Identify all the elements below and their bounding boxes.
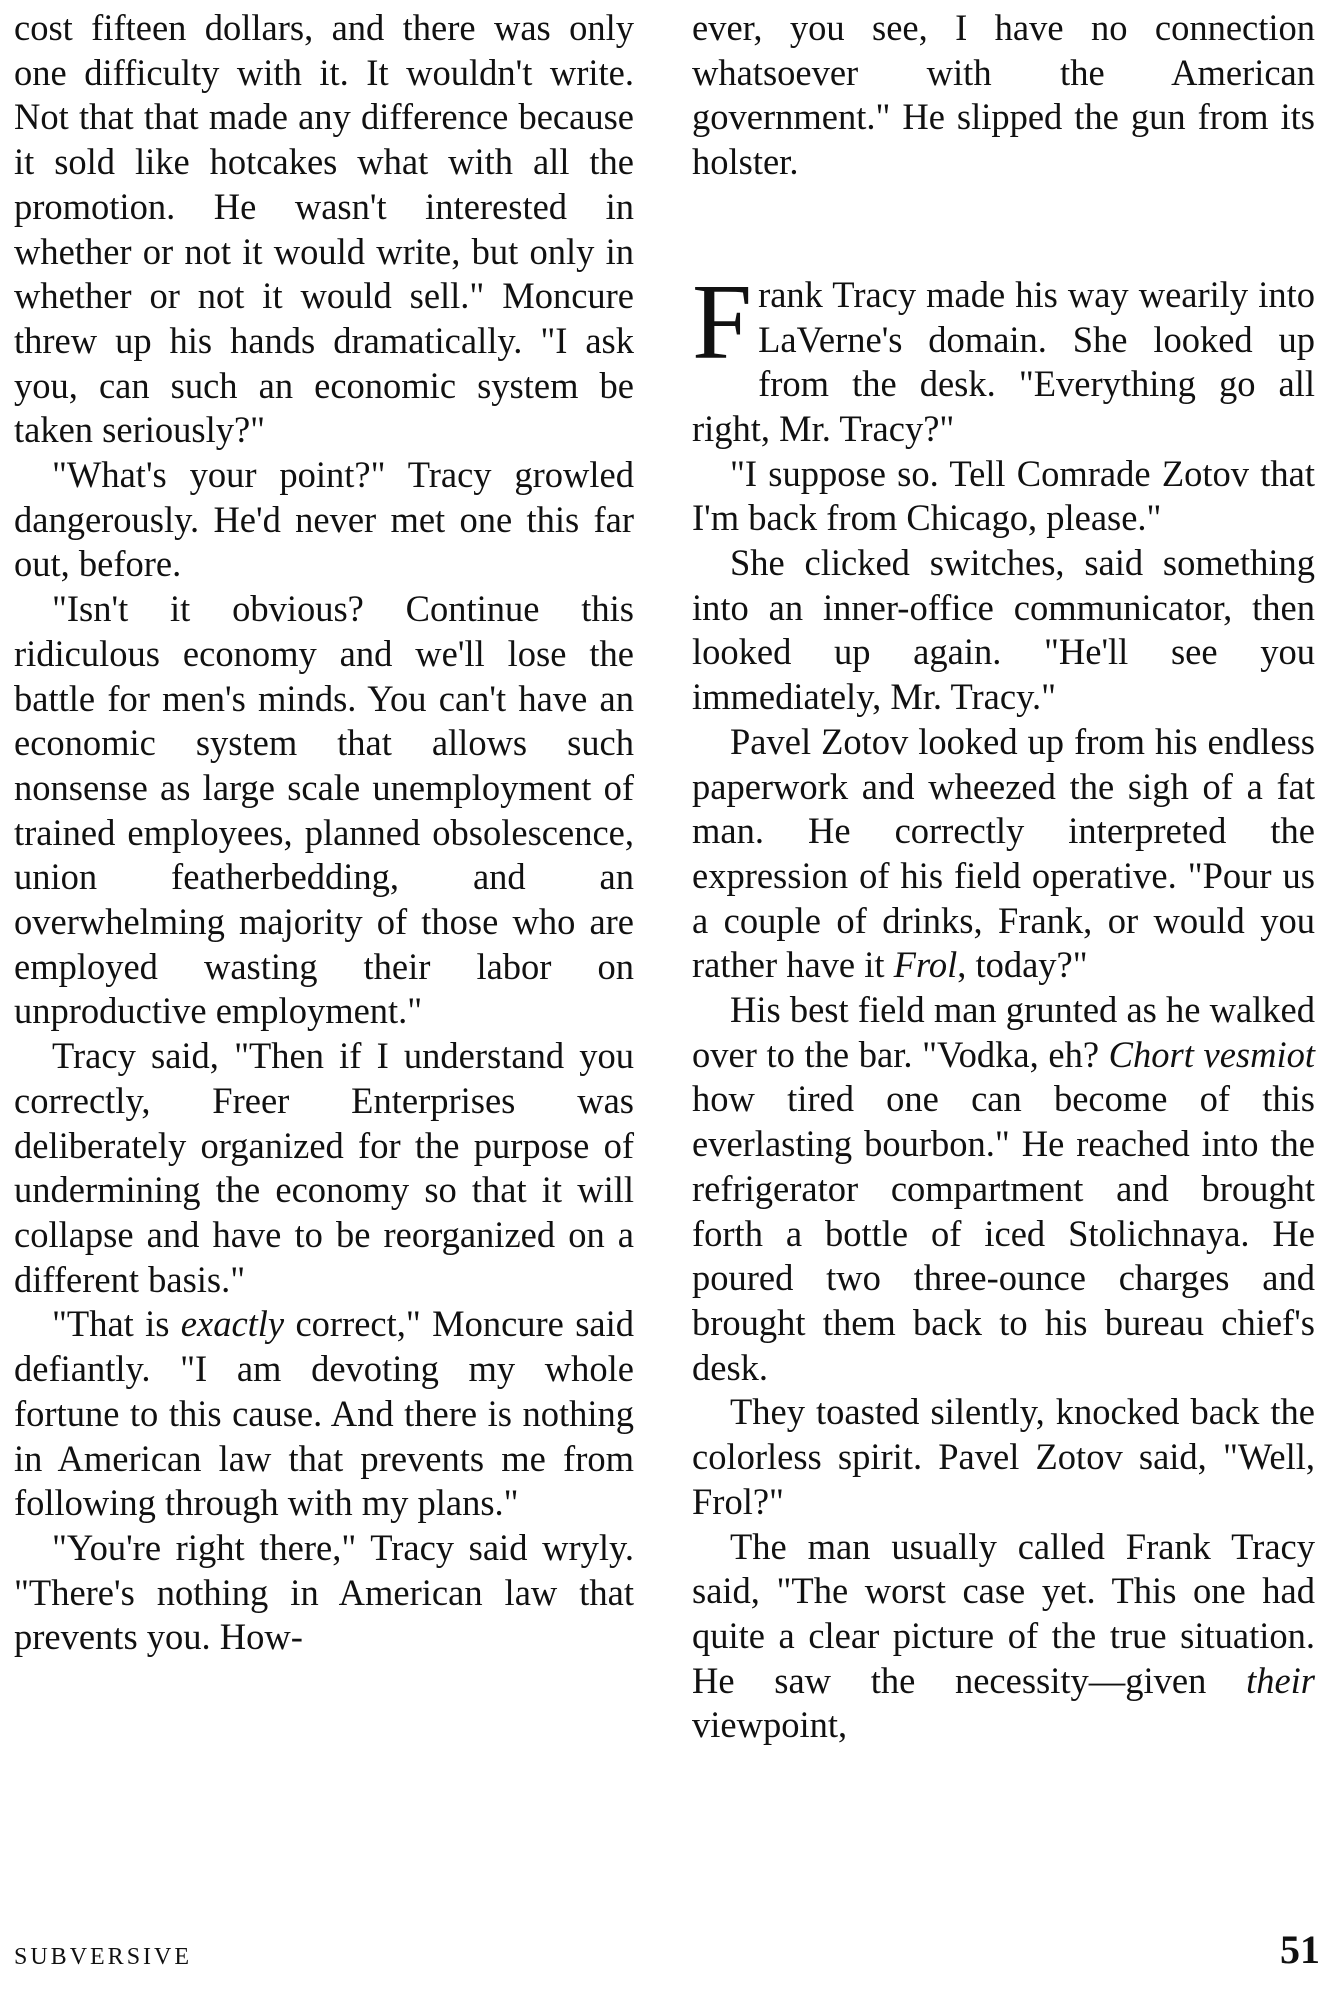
paragraph: ever, you see, I have no connection whatsoever with the American government." He slipped the gun from its holster. xyxy=(692,7,1315,183)
paragraph: "You're right there," Tracy said wryly. "There's nothing in American law that prevents you. How- xyxy=(14,1526,634,1658)
paragraph: "I suppose so. Tell Comrade Zotov that I'm back from Chicago, please." xyxy=(692,452,1315,539)
italic-text: Frol xyxy=(893,944,958,986)
paragraph xyxy=(692,720,1315,988)
paragraph: "Isn't it obvious? Continue this ridiculous economy and we'll lose the battle for men's minds. You can't have an economic system that allows such nonsense as large scale unemployment of trained employees, planned obsolescence, union featherbedding, and an overwhelming majority of those who are employed wasting their labor on unproductive employment." xyxy=(14,588,634,1032)
paragraph xyxy=(14,1302,634,1526)
italic-text: Chort vesmiot xyxy=(1108,1033,1315,1075)
paragraph: "What's your point?" Tracy growled dangerously. He'd never met one this far out, before. xyxy=(14,454,634,585)
paragraph: Tracy said, "Then if I understand you correctly, Freer Enterprises was deliberately organized for the purpose of undermining the economy so that it will collapse and have to be reorganized on a different basis." xyxy=(14,1035,634,1300)
italic-text: their xyxy=(1246,1659,1315,1701)
italic-text: exactly xyxy=(180,1303,285,1345)
section-break xyxy=(692,185,1315,273)
text-run: viewpoint, xyxy=(692,1704,848,1746)
text-run: His best field man grunted as he walked over to the bar. "Vodka, eh? xyxy=(692,989,1315,1075)
running-head: SUBVERSIVE xyxy=(14,1944,193,1970)
paragraph xyxy=(692,988,1315,1390)
text-run: how tired one can become of this everlasting bourbon." He reached into the refrigerator compartment and brought forth a bottle of iced Stolichnaya. He poured two three-ounce charges and brought them back to his bureau chief's desk. xyxy=(692,1078,1315,1388)
text-run: The man usually called Frank Tracy said, "The worst case yet. This one had quite a clear picture of the true situation. He saw the necessity—given xyxy=(692,1525,1315,1701)
paragraph: They toasted silently, knocked back the colorless spirit. Pavel Zotov said, "Well, Frol?" xyxy=(692,1391,1315,1522)
drop-cap: F xyxy=(692,262,753,382)
text-run: "That is xyxy=(52,1303,181,1345)
paragraph xyxy=(692,1525,1315,1749)
text-run: Pavel Zotov looked up from his endless paperwork and wheezed the sigh of a fat man. He correctly interpreted the expression of his field operative. "Pour us a couple of drinks, Frank, or would you rather have it xyxy=(692,720,1315,986)
paragraph xyxy=(692,262,1315,452)
paragraph: cost fifteen dollars, and there was only one difficulty with it. It wouldn't write. Not that that made any difference because it sold like hotcakes what with all the promotion. He wasn't interested in whether or not it would write, but only in whether or not it would sell." Moncure threw up his hands dramatically. "I ask you, can such an economic system be taken seriously?" xyxy=(14,7,634,451)
left-column xyxy=(14,6,634,1660)
paragraph: She clicked switches, said something into an inner-office communicator, then looked up again. "He'll see you immediately, Mr. Tracy." xyxy=(692,542,1315,718)
page-number: 51 xyxy=(1280,1927,1320,1972)
text-run: rank Tracy made his way wearily into LaVerne's domain. She looked up from the desk. "Everything go all right, Mr. Tracy?" xyxy=(692,273,1315,449)
text-run: correct," Moncure said defiantly. "I am devoting my whole fortune to this cause. And there is nothing in American law that prevents me from following through with my plans." xyxy=(14,1303,634,1524)
text-run: , today?" xyxy=(957,944,1088,986)
right-column xyxy=(692,6,1315,1748)
